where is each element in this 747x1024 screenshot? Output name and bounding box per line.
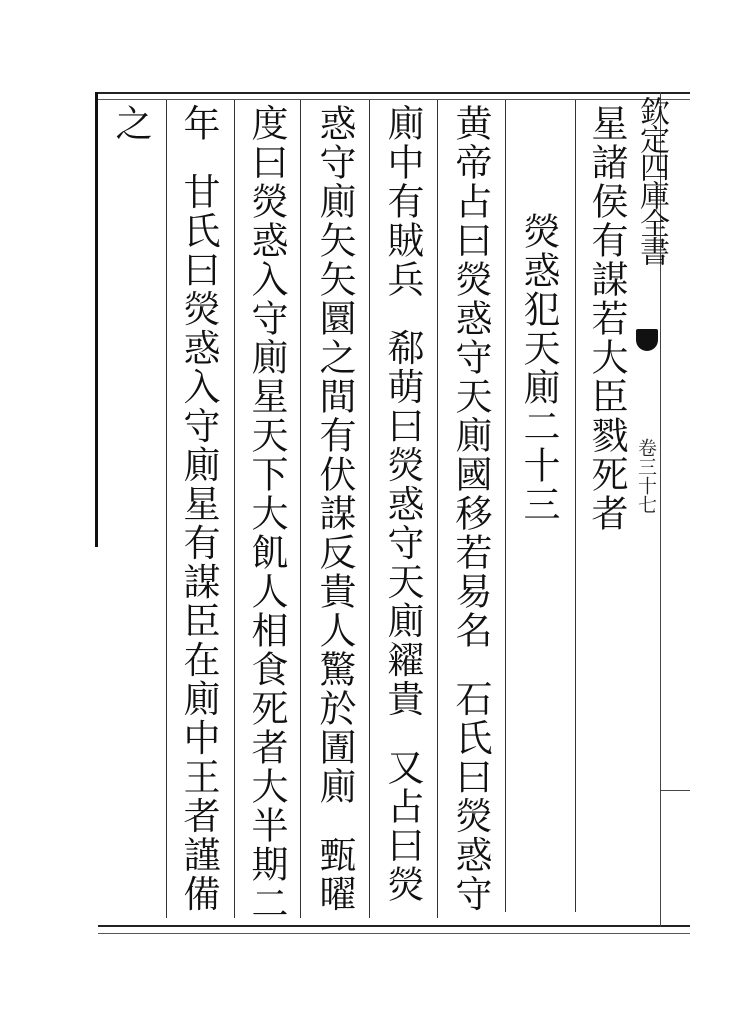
text-column-4 [381,104,424,905]
column-rule [369,100,370,918]
text-column-6 [245,104,288,923]
frame-bottom-rule [98,925,690,927]
text-segment: 廁中有賊兵 [381,104,424,299]
book-title: 欽定四庫全書 [634,96,669,264]
column-rule [166,100,167,918]
frame-left-border [95,92,98,547]
section-heading: 熒惑犯天廁二十三 [517,212,560,524]
text-column-5 [313,104,356,914]
text-column-1 [585,104,628,533]
fish-tail-mark [636,329,658,351]
frame-top-rule [98,92,690,94]
frame-top-inner-rule [98,99,690,100]
text-column-8 [109,104,152,143]
text-segment: 甄曜 [313,835,356,914]
text-segment: 之 [109,104,152,143]
text-segment: 年 [177,104,220,143]
text-segment: 黄帝占曰熒惑守天廁國移若易名 [449,104,492,650]
column-rule [437,100,438,918]
margin-tick [660,790,690,791]
text-segment: 石氏曰熒惑守 [449,679,492,914]
column-rule [575,100,576,912]
text-segment: 星諸侯有謀若大臣戮死者 [585,104,628,533]
juan-number: 卷三十七 [635,438,657,514]
text-segment: 郗萌曰熒惑守天廁糴貴 [381,328,424,719]
text-segment: 度曰熒惑入守廁星天下大飢人相食死者大半期二 [245,104,288,923]
text-segment: 惑守廁矢矢圜之間有伏謀反貴人驚於圊廁 [313,104,356,806]
column-rule [300,100,301,918]
text-segment: 甘氏曰熒惑入守廁星有謀臣在廁中王者謹備 [177,172,220,914]
text-column-2-heading [517,212,560,524]
text-column-7 [177,104,220,914]
text-column-3 [449,104,492,914]
column-rule [505,100,506,912]
frame-bottom-inner-rule [98,933,690,934]
text-segment: 又占曰熒 [381,748,424,905]
column-rule [234,100,235,918]
